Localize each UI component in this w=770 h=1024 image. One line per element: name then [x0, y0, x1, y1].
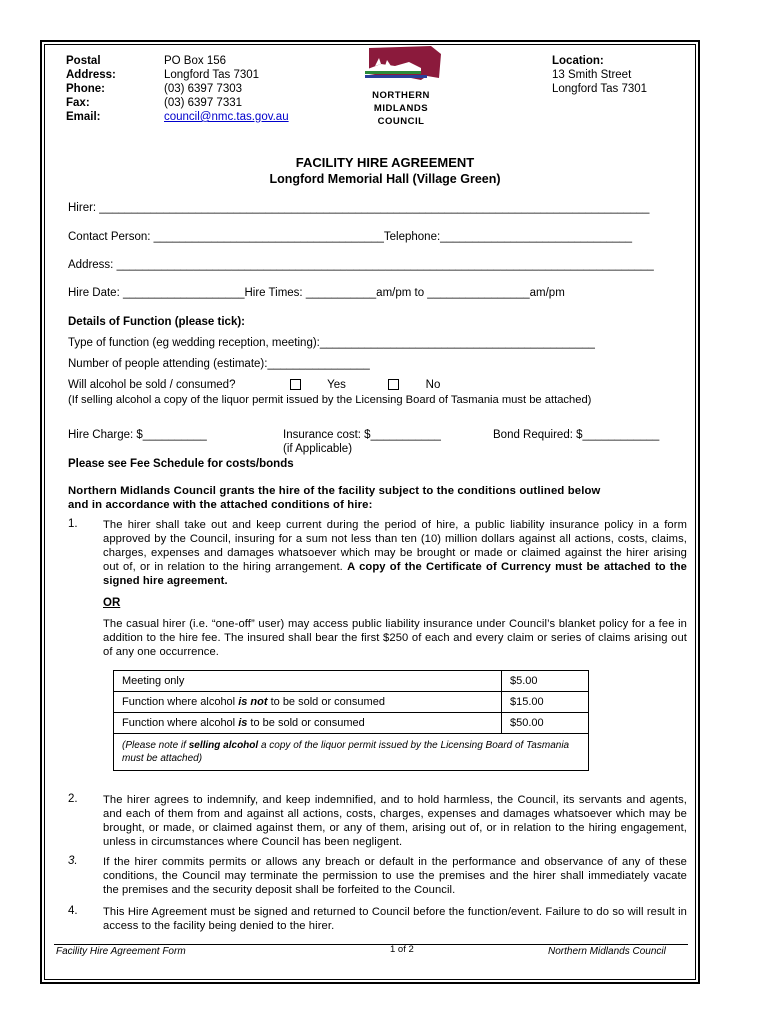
- phone-value: (03) 6397 7303: [164, 83, 243, 95]
- alcohol-yes-checkbox[interactable]: [290, 379, 301, 390]
- condition-1: [103, 518, 687, 588]
- fee-row-alcohol: [114, 713, 589, 734]
- footer-left: Facility Hire Agreement Form: [56, 946, 186, 957]
- function-type-field[interactable]: Type of function (eg wedding reception, meeting):___________________________________________: [68, 337, 595, 349]
- footer-right: Northern Midlands Council: [548, 946, 666, 957]
- or-label: OR: [103, 597, 121, 609]
- location-line-1: 13 Smith Street: [552, 69, 632, 81]
- condition-1-number: 1.: [68, 518, 78, 530]
- fee-row-1-label: Meeting only: [114, 671, 502, 692]
- fee-note-post: a copy of the liquor permit issued by the Licensing Board of Tasmania must be attached): [122, 740, 570, 764]
- grant-statement-line-2: and in accordance with the attached conditions of hire:: [68, 499, 373, 511]
- phone-label: Phone:: [66, 83, 105, 95]
- logo-line-3: COUNCIL: [377, 116, 425, 127]
- bond-field[interactable]: Bond Required: $____________: [493, 429, 660, 441]
- fax-label: Fax:: [66, 97, 90, 109]
- location-line-2: Longford Tas 7301: [552, 83, 648, 95]
- alcohol-no-checkbox[interactable]: [388, 379, 399, 390]
- alcohol-row: [68, 379, 688, 391]
- casual-hirer-text: The casual hirer (i.e. “one-off” user) may access public liability insurance under Council’s blanket policy for a fee in addition to the hire fee. The insured shall bear the first $250 of each and every claim or series of claims arising out of any one occurrence.: [103, 618, 687, 658]
- fee-row-2-amount: $15.00: [502, 692, 589, 713]
- fee-row-3-amount: $50.00: [502, 713, 589, 734]
- grant-statement-line-1: Northern Midlands Council grants the hire of the facility subject to the conditions outlined below: [68, 485, 601, 497]
- fee-table-note-row: [114, 734, 589, 771]
- details-heading: Details of Function (please tick):: [68, 316, 245, 328]
- insurance-cost-field[interactable]: Insurance cost: $___________: [283, 429, 441, 441]
- logo-blue-band: [365, 75, 427, 78]
- fee-row-3-label: [114, 713, 502, 734]
- fee-row-3-post: to be sold or consumed: [247, 717, 365, 729]
- condition-4-text: This Hire Agreement must be signed and returned to Council before the function/event. Failure to do so will result in access to the facility being denied to the hirer.: [103, 906, 687, 932]
- address-value: Longford Tas 7301: [164, 69, 260, 81]
- condition-3-number: 3.: [68, 855, 78, 867]
- fee-note-pre: (Please note if: [122, 740, 189, 751]
- hire-charge-field[interactable]: Hire Charge: $__________: [68, 429, 207, 441]
- condition-4-number: 4.: [68, 905, 78, 917]
- logo-green-band: [365, 71, 421, 74]
- contact-block: [66, 54, 324, 124]
- grant-statement: [68, 484, 688, 512]
- condition-2-number: 2.: [68, 793, 78, 805]
- fee-row-2-post: to be sold or consumed: [267, 696, 385, 708]
- council-logo-graphic: [361, 46, 441, 82]
- fee-row-3-emphasis: is: [238, 717, 248, 729]
- location-block: [552, 54, 647, 96]
- alcohol-question: Will alcohol be sold / consumed?: [68, 379, 236, 391]
- fee-row-1-amount: $5.00: [502, 671, 589, 692]
- alcohol-note: (If selling alcohol a copy of the liquor permit issued by the Licensing Board of Tasmania must be attached): [68, 394, 592, 406]
- fee-schedule-note: Please see Fee Schedule for costs/bonds: [68, 458, 294, 470]
- insurance-note: (if Applicable): [283, 443, 353, 455]
- logo-line-2: MIDLANDS: [373, 103, 429, 114]
- fee-note-bold: selling alcohol: [188, 740, 259, 751]
- logo-line-1: NORTHERN: [372, 90, 430, 101]
- page-number: 1 of 2: [390, 944, 414, 955]
- fax-value: (03) 6397 7331: [164, 97, 243, 109]
- alcohol-no-label: No: [425, 379, 441, 391]
- address-field[interactable]: Address: ____________________________________________________________________________________: [68, 259, 654, 271]
- page-subtitle: Longford Memorial Hall (Village Green): [269, 172, 501, 186]
- postal-value: PO Box 156: [164, 55, 227, 67]
- fee-table: [113, 670, 589, 771]
- address-label: Address:: [66, 69, 116, 81]
- page-title: FACILITY HIRE AGREEMENT: [295, 155, 475, 170]
- condition-2-text: The hirer agrees to indemnify, and keep indemnified, and to hold harmless, the Council, its servants and agents, and each of them from and against all actions, costs, charges, expenses and damages whatsoever which may be brought, or made, or claimed against them, or any of them, arising out of, or in relation to the hiring engagement, unless in circumstances where Council has been negligent.: [103, 794, 687, 848]
- fee-row-2-label: [114, 692, 502, 713]
- logo-text: [356, 89, 446, 128]
- postal-label: Postal: [66, 55, 101, 67]
- fee-row-2-emphasis: is not: [238, 696, 268, 708]
- email-label: Email:: [66, 111, 101, 123]
- condition-1-text: The hirer shall take out and keep current during the period of hire, a public liability insurance policy in a form approved by the Council, insuring for a sum not less than ten (10) million dollars against all actions, costs, claims, charges, expenses and damages whatsoever which may be brought or made or claimed against the hirer arising out of, or in relation to the hiring arrangement.: [103, 519, 687, 573]
- hire-date-field[interactable]: Hire Date: ___________________Hire Times: ___________am/pm to ________________am/pm: [68, 287, 565, 299]
- alcohol-yes-label: Yes: [327, 379, 346, 391]
- fee-row-meeting: [114, 671, 589, 692]
- council-logo: [356, 46, 446, 128]
- email-link[interactable]: council@nmc.tas.gov.au: [164, 111, 289, 123]
- contact-person-field[interactable]: Contact Person: ____________________________________Telephone:______________________________: [68, 231, 633, 243]
- fee-row-2-pre: Function where alcohol: [122, 696, 239, 708]
- fee-row-3-pre: Function where alcohol: [122, 717, 239, 729]
- location-label: Location:: [552, 55, 604, 67]
- condition-3-text: If the hirer commits permits or allows any breach or default in the performance and observance of any of these conditions, the Council may terminate the permission to use the premises and the hirer shall immediately vacate the premises and the security deposit shall be forfeited to the Council.: [103, 856, 687, 896]
- hirer-field[interactable]: Hirer: ______________________________________________________________________________________: [68, 202, 650, 214]
- attendance-field[interactable]: Number of people attending (estimate):________________: [68, 358, 370, 370]
- fee-table-note: [114, 734, 589, 771]
- fee-row-no-alcohol: [114, 692, 589, 713]
- footer-divider: [54, 944, 688, 945]
- condition-1-bold: A copy of the Certificate of Currency must be attached to the signed hire agreement.: [103, 561, 687, 587]
